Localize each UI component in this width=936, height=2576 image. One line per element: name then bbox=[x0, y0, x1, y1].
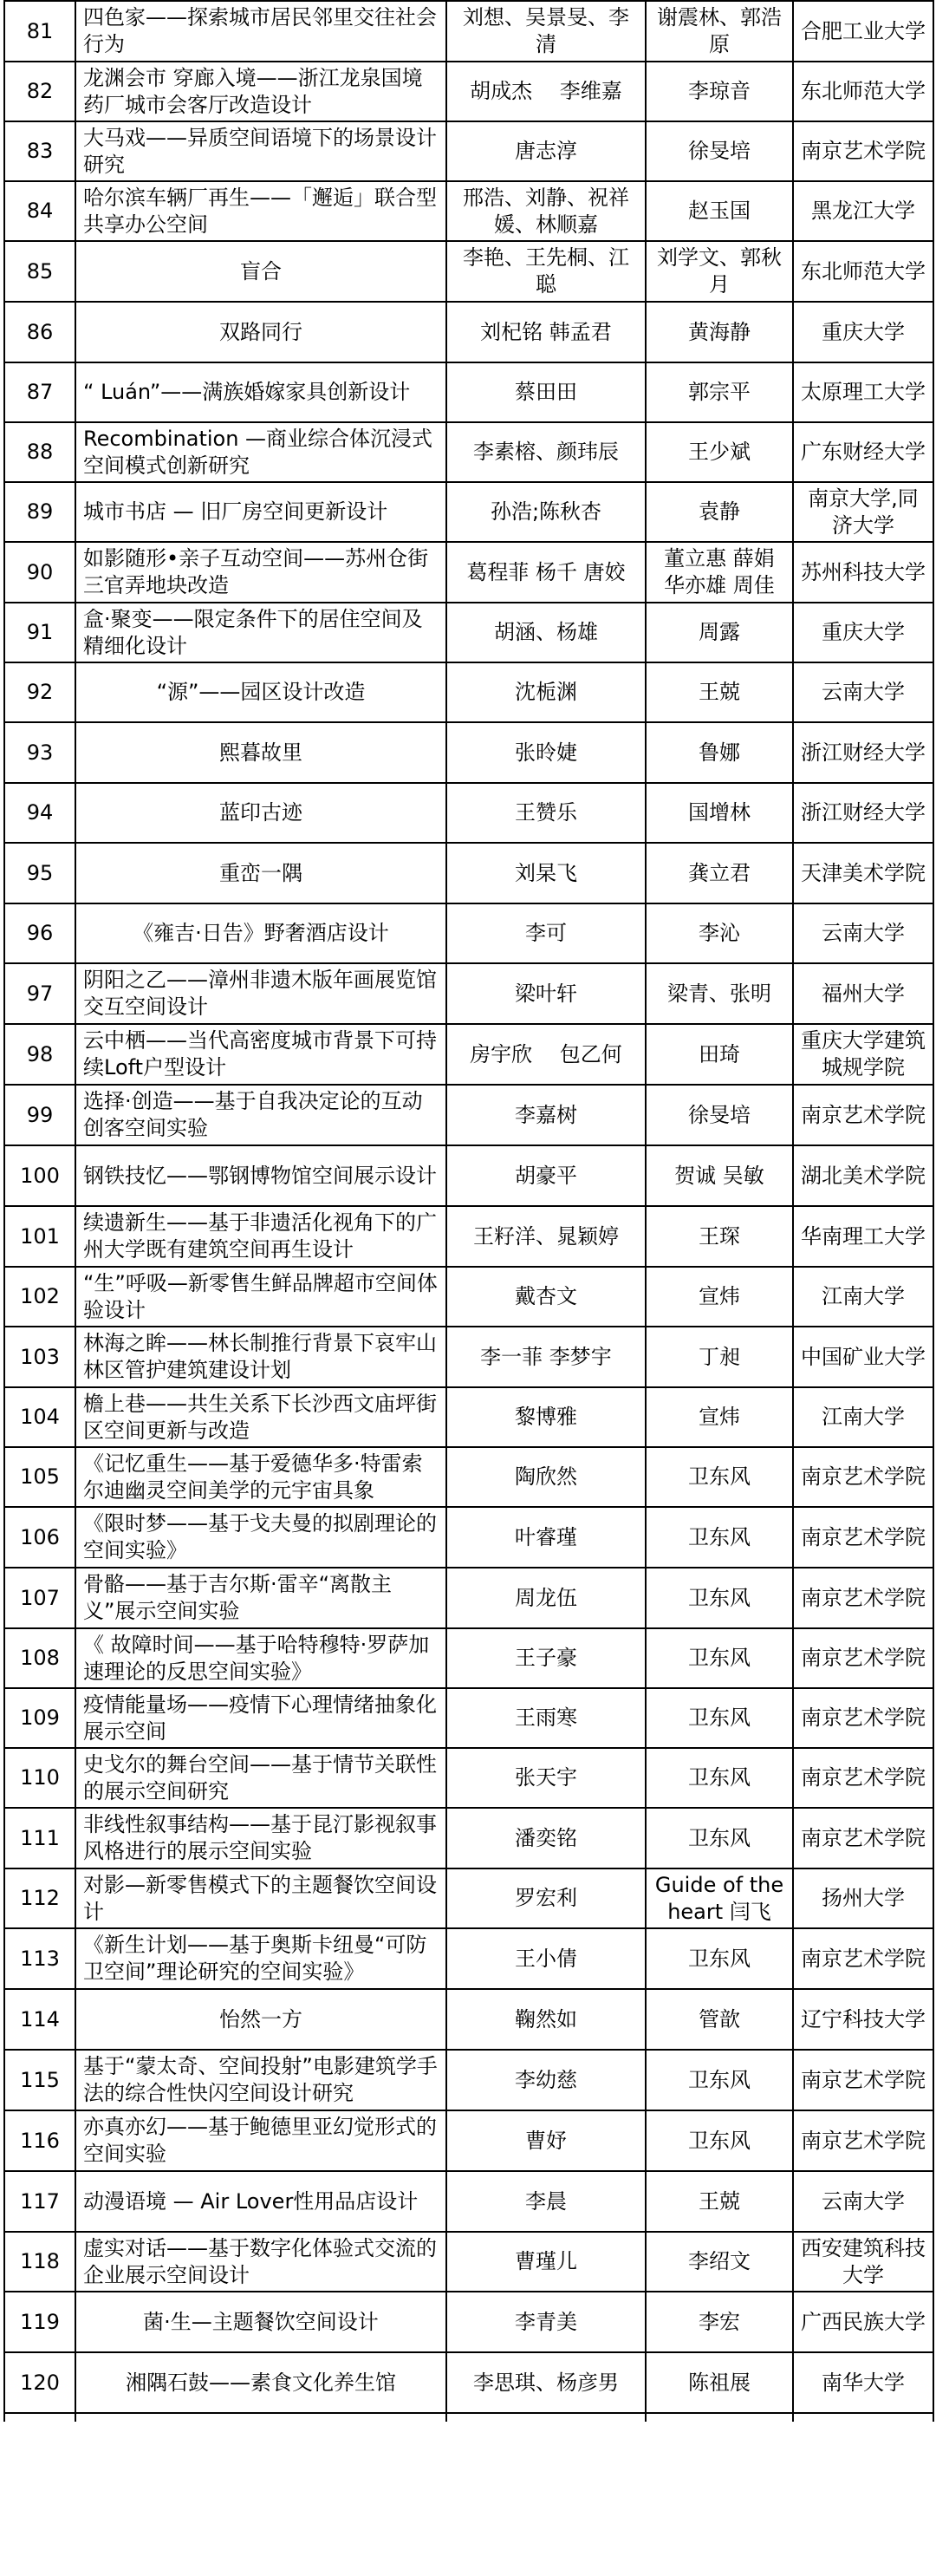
advisor-cell: 卫东风 bbox=[646, 1568, 793, 1628]
row-number-cell: 112 bbox=[4, 1868, 75, 1928]
work-title-cell: 大马戏——异质空间语境下的场景设计研究 bbox=[75, 121, 446, 181]
row-number-cell: 102 bbox=[4, 1267, 75, 1327]
advisor-cell: 赵玉国 bbox=[646, 181, 793, 241]
advisor-cell: 卫东风 bbox=[646, 1748, 793, 1808]
work-title-cell: 云中栖——当代高密度城市背景下可持续Loft户型设计 bbox=[75, 1024, 446, 1085]
work-title-cell: 哈尔滨车辆厂再生——「邂逅」联合型共享办公空间 bbox=[75, 181, 446, 241]
row-number-cell: 113 bbox=[4, 1928, 75, 1989]
authors-cell: 李晨 bbox=[446, 2171, 646, 2232]
authors-cell: 叶睿瑾 bbox=[446, 1507, 646, 1568]
school-cell: 浙江财经大学 bbox=[793, 722, 933, 783]
school-cell: 扬州大学 bbox=[793, 1868, 933, 1928]
table-row bbox=[4, 1, 933, 62]
school-cell: 中国矿业大学 bbox=[793, 1327, 933, 1387]
school-cell: 湖北美术学院 bbox=[793, 1145, 933, 1206]
row-number-cell: 114 bbox=[4, 1989, 75, 2050]
row-number-cell: 97 bbox=[4, 963, 75, 1024]
school-cell: 南京艺术学院 bbox=[793, 1628, 933, 1688]
work-title-cell: 骨骼——基于吉尔斯·雷辛“离散主义”展示空间实验 bbox=[75, 1568, 446, 1628]
authors-cell: 孙浩;陈秋杏 bbox=[446, 482, 646, 542]
advisor-cell: 王兢 bbox=[646, 662, 793, 722]
table-row bbox=[4, 1507, 933, 1568]
school-cell: 东北师范大学 bbox=[793, 62, 933, 121]
table-row bbox=[4, 1568, 933, 1628]
advisor-cell: 徐旻培 bbox=[646, 1085, 793, 1145]
authors-cell: 李可 bbox=[446, 903, 646, 963]
work-title-cell: 檐上巷——共生关系下长沙西文庙坪街区空间更新与改造 bbox=[75, 1387, 446, 1447]
table-row bbox=[4, 1868, 933, 1928]
row-number-cell: 98 bbox=[4, 1024, 75, 1085]
advisor-cell: 李绍文 bbox=[646, 2232, 793, 2292]
authors-cell: 葛程菲 杨千 唐姣 bbox=[446, 542, 646, 603]
work-title-cell: 基于“蒙太奇、空间投射”电影建筑学手法的综合性快闪空间设计研究 bbox=[75, 2050, 446, 2110]
empty-cell bbox=[646, 2413, 793, 2422]
row-number-cell: 92 bbox=[4, 662, 75, 722]
work-title-cell: 钢铁技忆——鄂钢博物馆空间展示设计 bbox=[75, 1145, 446, 1206]
row-number-cell: 87 bbox=[4, 362, 75, 422]
work-title-cell: 蓝印古迹 bbox=[75, 783, 446, 843]
table-row bbox=[4, 2292, 933, 2352]
advisor-cell: 龚立君 bbox=[646, 843, 793, 903]
row-number-cell: 88 bbox=[4, 422, 75, 482]
authors-cell: 胡涵、杨雄 bbox=[446, 603, 646, 662]
advisor-cell: 梁青、张明 bbox=[646, 963, 793, 1024]
table-row bbox=[4, 2171, 933, 2232]
school-cell: 南华大学 bbox=[793, 2352, 933, 2413]
table-row bbox=[4, 1024, 933, 1085]
work-title-cell: 亦真亦幻——基于鲍德里亚幻觉形式的空间实验 bbox=[75, 2110, 446, 2171]
row-number-cell: 95 bbox=[4, 843, 75, 903]
authors-cell: 刘想、吴景旻、李清 bbox=[446, 1, 646, 62]
school-cell: 南京艺术学院 bbox=[793, 1928, 933, 1989]
work-title-cell: 虚实对话——基于数字化体验式交流的企业展示空间设计 bbox=[75, 2232, 446, 2292]
row-number-cell: 120 bbox=[4, 2352, 75, 2413]
school-cell: 华南理工大学 bbox=[793, 1206, 933, 1267]
row-number-cell: 96 bbox=[4, 903, 75, 963]
authors-cell: 李一菲 李梦宇 bbox=[446, 1327, 646, 1387]
authors-cell: 曹妤 bbox=[446, 2110, 646, 2171]
advisor-cell: 田琦 bbox=[646, 1024, 793, 1085]
advisor-cell: 鲁娜 bbox=[646, 722, 793, 783]
row-number-cell: 108 bbox=[4, 1628, 75, 1688]
school-cell: 合肥工业大学 bbox=[793, 1, 933, 62]
empty-cell bbox=[793, 2413, 933, 2422]
work-title-cell: 盲合 bbox=[75, 241, 446, 302]
row-number-cell: 81 bbox=[4, 1, 75, 62]
advisor-cell: 周露 bbox=[646, 603, 793, 662]
work-title-cell: 《记忆重生——基于爱德华多·特雷索尔迪幽灵空间美学的元宇宙具象 bbox=[75, 1447, 446, 1507]
authors-cell: 黎博雅 bbox=[446, 1387, 646, 1447]
table-row bbox=[4, 1085, 933, 1145]
row-number-cell: 118 bbox=[4, 2232, 75, 2292]
row-number-cell: 101 bbox=[4, 1206, 75, 1267]
work-title-cell: 如影随形•亲子互动空间——苏州仓街三官弄地块改造 bbox=[75, 542, 446, 603]
table-row bbox=[4, 1145, 933, 1206]
table-row bbox=[4, 722, 933, 783]
empty-cell bbox=[4, 2413, 75, 2422]
school-cell: 南京艺术学院 bbox=[793, 1085, 933, 1145]
work-title-cell: 阴阳之乙——漳州非遗木版年画展览馆交互空间设计 bbox=[75, 963, 446, 1024]
advisor-cell: Guide of the heart 闫飞 bbox=[646, 1868, 793, 1928]
advisor-cell: 丁昶 bbox=[646, 1327, 793, 1387]
school-cell: 黑龙江大学 bbox=[793, 181, 933, 241]
authors-cell: 王雨寒 bbox=[446, 1688, 646, 1748]
advisor-cell: 李琼音 bbox=[646, 62, 793, 121]
authors-cell: 陶欣然 bbox=[446, 1447, 646, 1507]
school-cell: 云南大学 bbox=[793, 903, 933, 963]
row-number-cell: 110 bbox=[4, 1748, 75, 1808]
advisor-cell: 李宏 bbox=[646, 2292, 793, 2352]
advisor-cell: 王兢 bbox=[646, 2171, 793, 2232]
school-cell: 东北师范大学 bbox=[793, 241, 933, 302]
authors-cell: 罗宏利 bbox=[446, 1868, 646, 1928]
authors-cell: 李素榕、颜玮辰 bbox=[446, 422, 646, 482]
school-cell: 福州大学 bbox=[793, 963, 933, 1024]
work-title-cell: 动漫语境 — Air Lover性用品店设计 bbox=[75, 2171, 446, 2232]
advisor-cell: 卫东风 bbox=[646, 1688, 793, 1748]
table-row bbox=[4, 783, 933, 843]
school-cell: 南京艺术学院 bbox=[793, 1447, 933, 1507]
authors-cell: 周龙伍 bbox=[446, 1568, 646, 1628]
table-row bbox=[4, 1267, 933, 1327]
advisor-cell: 陈祖展 bbox=[646, 2352, 793, 2413]
authors-cell: 刘杞铭 韩孟君 bbox=[446, 302, 646, 362]
row-number-cell: 83 bbox=[4, 121, 75, 181]
authors-cell: 潘奕铭 bbox=[446, 1808, 646, 1868]
authors-cell: 邢浩、刘静、祝祥媛、林顺嘉 bbox=[446, 181, 646, 241]
row-number-cell: 115 bbox=[4, 2050, 75, 2110]
school-cell: 南京艺术学院 bbox=[793, 1568, 933, 1628]
row-number-cell: 119 bbox=[4, 2292, 75, 2352]
table-row bbox=[4, 1206, 933, 1267]
row-number-cell: 90 bbox=[4, 542, 75, 603]
work-title-cell: 续遗新生——基于非遗活化视角下的广州大学既有建筑空间再生设计 bbox=[75, 1206, 446, 1267]
row-number-cell: 107 bbox=[4, 1568, 75, 1628]
work-title-cell: 城市书店 — 旧厂房空间更新设计 bbox=[75, 482, 446, 542]
work-title-cell: 史戈尔的舞台空间——基于情节关联性的展示空间研究 bbox=[75, 1748, 446, 1808]
work-title-cell: 怡然一方 bbox=[75, 1989, 446, 2050]
work-title-cell: 《 故障时间——基于哈特穆特·罗萨加速理论的反思空间实验》 bbox=[75, 1628, 446, 1688]
row-number-cell: 99 bbox=[4, 1085, 75, 1145]
row-number-cell: 84 bbox=[4, 181, 75, 241]
advisor-cell: 王琛 bbox=[646, 1206, 793, 1267]
table-row bbox=[4, 181, 933, 241]
advisor-cell: 卫东风 bbox=[646, 2050, 793, 2110]
table-row bbox=[4, 2050, 933, 2110]
work-title-cell: 林海之眸——林长制推行背景下哀牢山林区管护建筑建设计划 bbox=[75, 1327, 446, 1387]
work-title-cell: 四色家——探索城市居民邻里交往社会行为 bbox=[75, 1, 446, 62]
table-row bbox=[4, 62, 933, 121]
authors-cell: 鞠然如 bbox=[446, 1989, 646, 2050]
advisor-cell: 卫东风 bbox=[646, 1447, 793, 1507]
row-number-cell: 82 bbox=[4, 62, 75, 121]
school-cell: 南京艺术学院 bbox=[793, 1808, 933, 1868]
school-cell: 天津美术学院 bbox=[793, 843, 933, 903]
table-row bbox=[4, 1387, 933, 1447]
table-row bbox=[4, 1928, 933, 1989]
advisor-cell: 国增林 bbox=[646, 783, 793, 843]
school-cell: 江南大学 bbox=[793, 1387, 933, 1447]
authors-cell: 房宇欣 包乙何 bbox=[446, 1024, 646, 1085]
table-row bbox=[4, 1327, 933, 1387]
authors-cell: 李思琪、杨彦男 bbox=[446, 2352, 646, 2413]
empty-cell bbox=[446, 2413, 646, 2422]
table-row bbox=[4, 241, 933, 302]
school-cell: 重庆大学 bbox=[793, 302, 933, 362]
work-title-cell: 湘隅石鼓——素食文化养生馆 bbox=[75, 2352, 446, 2413]
table-row bbox=[4, 1447, 933, 1507]
advisor-cell: 刘学文、郭秋月 bbox=[646, 241, 793, 302]
work-title-cell: 菌·生—主题餐饮空间设计 bbox=[75, 2292, 446, 2352]
school-cell: 云南大学 bbox=[793, 2171, 933, 2232]
row-number-cell: 94 bbox=[4, 783, 75, 843]
table-row bbox=[4, 1688, 933, 1748]
table-row bbox=[4, 1748, 933, 1808]
work-title-cell: Recombination —商业综合体沉浸式空间模式创新研究 bbox=[75, 422, 446, 482]
school-cell: 南京艺术学院 bbox=[793, 121, 933, 181]
advisor-cell: 卫东风 bbox=[646, 2110, 793, 2171]
advisor-cell: 卫东风 bbox=[646, 1808, 793, 1868]
work-title-cell: 对影—新零售模式下的主题餐饮空间设计 bbox=[75, 1868, 446, 1928]
authors-cell: 张昤婕 bbox=[446, 722, 646, 783]
row-number-cell: 109 bbox=[4, 1688, 75, 1748]
table-row bbox=[4, 482, 933, 542]
work-title-cell: 双路同行 bbox=[75, 302, 446, 362]
school-cell: 南京艺术学院 bbox=[793, 2110, 933, 2171]
work-title-cell: 《新生计划——基于奥斯卡纽曼“可防卫空间”理论研究的空间实验》 bbox=[75, 1928, 446, 1989]
authors-cell: 张天宇 bbox=[446, 1748, 646, 1808]
advisor-cell: 卫东风 bbox=[646, 1628, 793, 1688]
authors-cell: 李幼慈 bbox=[446, 2050, 646, 2110]
work-title-cell: 龙渊会市 穿廊入境——浙江龙泉国境药厂城市会客厅改造设计 bbox=[75, 62, 446, 121]
school-cell: 重庆大学建筑城规学院 bbox=[793, 1024, 933, 1085]
table-row bbox=[4, 963, 933, 1024]
table-row bbox=[4, 362, 933, 422]
advisor-cell: 李沁 bbox=[646, 903, 793, 963]
advisor-cell: 郭宗平 bbox=[646, 362, 793, 422]
work-title-cell: “生”呼吸—新零售生鲜品牌超市空间体验设计 bbox=[75, 1267, 446, 1327]
work-title-cell: 《雍吉·日告》野奢酒店设计 bbox=[75, 903, 446, 963]
advisor-cell: 贺诚 吴敏 bbox=[646, 1145, 793, 1206]
advisor-cell: 谢震林、郭浩原 bbox=[646, 1, 793, 62]
row-number-cell: 104 bbox=[4, 1387, 75, 1447]
advisor-cell: 徐旻培 bbox=[646, 121, 793, 181]
authors-cell: 沈栀渊 bbox=[446, 662, 646, 722]
table-row bbox=[4, 302, 933, 362]
authors-cell: 王小倩 bbox=[446, 1928, 646, 1989]
table-row bbox=[4, 603, 933, 662]
work-title-cell: 重峦一隅 bbox=[75, 843, 446, 903]
school-cell: 南京艺术学院 bbox=[793, 2050, 933, 2110]
advisor-cell: 卫东风 bbox=[646, 1507, 793, 1568]
table-row bbox=[4, 903, 933, 963]
table-row bbox=[4, 1808, 933, 1868]
row-number-cell: 116 bbox=[4, 2110, 75, 2171]
work-title-cell: “ Luán”——满族婚嫁家具创新设计 bbox=[75, 362, 446, 422]
authors-cell: 王子豪 bbox=[446, 1628, 646, 1688]
work-title-cell: 盒·聚变——限定条件下的居住空间及精细化设计 bbox=[75, 603, 446, 662]
advisor-cell: 董立惠 薛娟 华亦雄 周佳 bbox=[646, 542, 793, 603]
table-row bbox=[4, 422, 933, 482]
table-row bbox=[4, 2352, 933, 2413]
row-number-cell: 111 bbox=[4, 1808, 75, 1868]
authors-cell: 蔡田田 bbox=[446, 362, 646, 422]
row-number-cell: 93 bbox=[4, 722, 75, 783]
authors-cell: 李嘉树 bbox=[446, 1085, 646, 1145]
table-row bbox=[4, 2232, 933, 2292]
authors-cell: 戴杏文 bbox=[446, 1267, 646, 1327]
school-cell: 南京艺术学院 bbox=[793, 1507, 933, 1568]
table-row bbox=[4, 1989, 933, 2050]
authors-cell: 曹瑾儿 bbox=[446, 2232, 646, 2292]
school-cell: 辽宁科技大学 bbox=[793, 1989, 933, 2050]
authors-cell: 胡豪平 bbox=[446, 1145, 646, 1206]
school-cell: 江南大学 bbox=[793, 1267, 933, 1327]
advisor-cell: 卫东风 bbox=[646, 1928, 793, 1989]
authors-cell: 王赞乐 bbox=[446, 783, 646, 843]
school-cell: 南京大学,同济大学 bbox=[793, 482, 933, 542]
work-title-cell: 《限时梦——基于戈夫曼的拟剧理论的空间实验》 bbox=[75, 1507, 446, 1568]
row-number-cell: 103 bbox=[4, 1327, 75, 1387]
authors-cell: 王籽洋、晁颖婷 bbox=[446, 1206, 646, 1267]
advisor-cell: 管歆 bbox=[646, 1989, 793, 2050]
authors-cell: 李艳、王先桐、江聪 bbox=[446, 241, 646, 302]
row-number-cell: 86 bbox=[4, 302, 75, 362]
table-body bbox=[4, 1, 933, 2422]
awards-table bbox=[3, 0, 934, 2422]
school-cell: 南京艺术学院 bbox=[793, 1748, 933, 1808]
school-cell: 云南大学 bbox=[793, 662, 933, 722]
advisor-cell: 王少斌 bbox=[646, 422, 793, 482]
row-number-cell: 89 bbox=[4, 482, 75, 542]
row-number-cell: 105 bbox=[4, 1447, 75, 1507]
school-cell: 苏州科技大学 bbox=[793, 542, 933, 603]
authors-cell: 梁叶轩 bbox=[446, 963, 646, 1024]
table-row bbox=[4, 2110, 933, 2171]
school-cell: 广西民族大学 bbox=[793, 2292, 933, 2352]
school-cell: 太原理工大学 bbox=[793, 362, 933, 422]
work-title-cell: “源”——园区设计改造 bbox=[75, 662, 446, 722]
row-number-cell: 117 bbox=[4, 2171, 75, 2232]
row-number-cell: 106 bbox=[4, 1507, 75, 1568]
authors-cell: 李青美 bbox=[446, 2292, 646, 2352]
table-row bbox=[4, 1628, 933, 1688]
advisor-cell: 黄海静 bbox=[646, 302, 793, 362]
empty-cell bbox=[75, 2413, 446, 2422]
advisor-cell: 袁静 bbox=[646, 482, 793, 542]
authors-cell: 唐志淳 bbox=[446, 121, 646, 181]
school-cell: 浙江财经大学 bbox=[793, 783, 933, 843]
school-cell: 广东财经大学 bbox=[793, 422, 933, 482]
table-row bbox=[4, 542, 933, 603]
table-row bbox=[4, 662, 933, 722]
row-number-cell: 100 bbox=[4, 1145, 75, 1206]
school-cell: 南京艺术学院 bbox=[793, 1688, 933, 1748]
table-row bbox=[4, 843, 933, 903]
work-title-cell: 疫情能量场——疫情下心理情绪抽象化展示空间 bbox=[75, 1688, 446, 1748]
authors-cell: 刘杲飞 bbox=[446, 843, 646, 903]
work-title-cell: 熙暮故里 bbox=[75, 722, 446, 783]
advisor-cell: 宣炜 bbox=[646, 1387, 793, 1447]
table-row bbox=[4, 121, 933, 181]
advisor-cell: 宣炜 bbox=[646, 1267, 793, 1327]
authors-cell: 胡成杰 李维嘉 bbox=[446, 62, 646, 121]
table-row-partial bbox=[4, 2413, 933, 2422]
school-cell: 西安建筑科技大学 bbox=[793, 2232, 933, 2292]
row-number-cell: 91 bbox=[4, 603, 75, 662]
row-number-cell: 85 bbox=[4, 241, 75, 302]
school-cell: 重庆大学 bbox=[793, 603, 933, 662]
work-title-cell: 非线性叙事结构——基于昆汀影视叙事风格进行的展示空间实验 bbox=[75, 1808, 446, 1868]
work-title-cell: 选择·创造——基于自我决定论的互动创客空间实验 bbox=[75, 1085, 446, 1145]
